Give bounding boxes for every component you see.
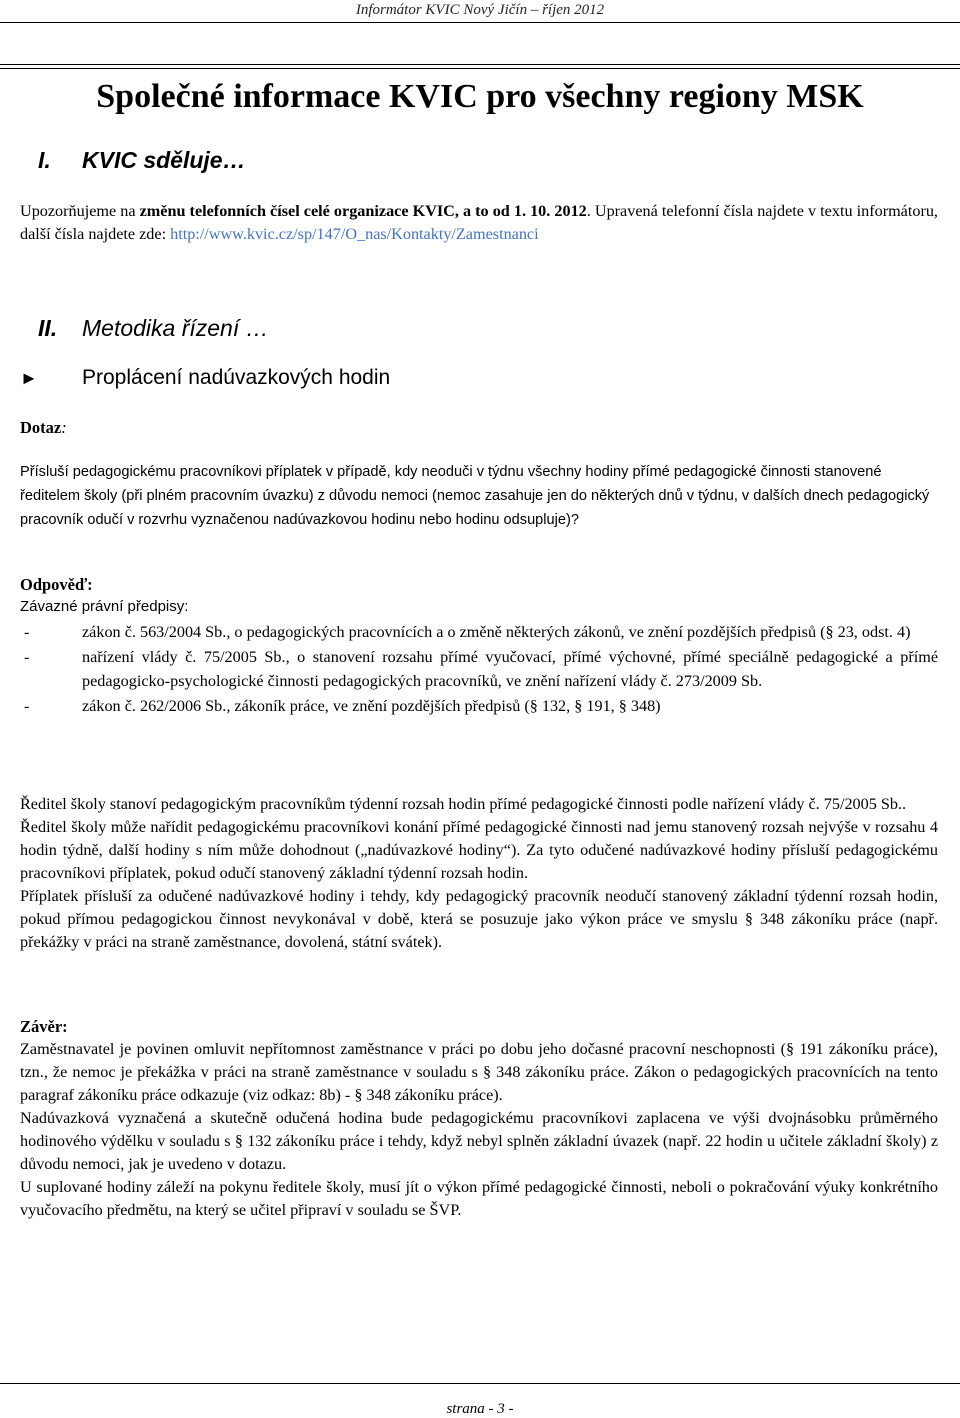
triangle-right-icon: ► [20,368,38,388]
answer-label: Odpověď: [20,575,93,594]
notice-text-end: . Upravená telefonní čísla najdete v textu informátoru, další čísla najdete zde: [20,202,938,243]
conclusion-paragraph: U suplované hodiny záleží na pokynu ředitele školy, musí jít o výkon přímé pedagogické činnosti, neboli o pokračování výuky konkrétního vyučovacího předmětu, na který se učitel připraví v souladu se ŠVP. [20,1178,938,1219]
conclusion-paragraph: Zaměstnavatel je povinen omluvit nepřítomnost zaměstnance v práci po dobu jeho dočasné pracovní neschopnosti (§ 191 zákoníku práce), tzn., že nemoc je překážka v práci na straně zaměstnance v souladu s § 348 zákoníku práce. Zákon o pedagogických pracovnících na tento paragraf zákoníku práce odkazuje (viz odkaz: 8b) - § 348 zákoníku práce). [20,1040,938,1104]
answer-paragraph: Příplatek přísluší za odučené nadúvazkové hodiny i tehdy, kdy pedagogický pracovník neodučí stanovený základní týdenní rozsah hodin, pokud přímou pedagogickou činnost nevykonával v době, která se posuzuje jako výkon práce ve smyslu § 348 zákoníku práce (např. překážky v práci na straně zaměstnance, dovolená, státní svátek). [20,887,938,951]
title-divider-top [0,64,960,65]
answer-body [20,793,938,954]
answer-paragraph: Ředitel školy může nařídit pedagogickému pracovníkovi konání přímé pedagogické činnosti nad jemu stanovený rozsah nejvýše v rozsahu 4 hodin týdně, další hodiny s ním může dohodnout („nadúvazkové hodiny“). Za tyto odučené nadúvazkové hodiny přísluší pedagogickému pracovníkovi příplatek, pokud odučí stanovený základní týdenní rozsah hodin. [20,818,938,882]
page-number: strana - 3 - [446,1401,514,1417]
conclusion-paragraph: Nadúvazková vyznačená a skutečně odučená hodina bude pedagogickému pracovníkovi zaplacena ve výši dvojnásobku průměrného hodinového výdělku v souladu s § 132 zákoníku práce i tehdy, když nebyl splněn základní úvazek (např. 22 hodin u učitele základní školy) z důvodu nemoci, jak je uvedeno v dotazu. [20,1109,938,1173]
section-title: KVIC sděluje… [82,147,246,173]
section-heading-metodika [38,314,269,342]
section-title: Metodika řízení … [82,315,269,341]
subsection-heading [20,365,390,391]
section-number: I. [38,147,51,173]
notice-paragraph [20,200,938,246]
title-divider-bottom [0,68,960,69]
section-heading-kvic [38,146,246,174]
regulations-label: Závazné právní předpisy: [20,598,189,615]
footer-divider [0,1383,960,1384]
question-text: Přísluší pedagogickému pracovníkovi příplatek v případě, kdy neoduči v týdnu všechny hodiny přímé pedagogické činnosti stanovené ředitelem školy (při plném pracovním úvazku) z důvodu nemoci (nemoc zasahuje jen do některých dnů v týdnu, v dalších dnech pedagogický pracovník odučí v rozvrhu vyznačenou nadúvazkovou hodinu nebo hodinu odsupluje)? [20,464,930,528]
conclusion-label: Závěr: [20,1017,68,1036]
subsection-title: Proplácení nadúvazkových hodin [82,366,391,389]
list-item: - zákon č. 563/2004 Sb., o pedagogických pracovnících a o změně některých zákonů, ve znění pozdějších předpisů (§ 23, odst. 4) [24,623,911,641]
conclusion-body [20,1038,938,1222]
answer-paragraph: Ředitel školy stanoví pedagogickým pracovníkům týdenní rozsah hodin přímé pedagogické činnosti podle nařízení vlády č. 75/2005 Sb.. [20,795,907,813]
question-label: Dotaz: [20,418,67,437]
running-header: Informátor KVIC Nový Jičín – říjen 2012 [355,2,605,18]
notice-text-start: Upozorňujeme na [20,202,140,220]
page-title: Společné informace KVIC pro všechny regiony MSK [96,78,864,115]
law-list [20,620,938,718]
notice-text-bold: změnu telefonních čísel celé organizace KVIC, a to od 1. 10. 2012 [139,202,587,220]
list-item: - zákon č. 262/2006 Sb., zákoník práce, ve znění pozdějších předpisů (§ 132, § 191, § 348) [24,696,661,715]
header-divider [0,22,960,23]
section-number: II. [38,315,58,341]
contacts-link[interactable]: http://www.kvic.cz/sp/147/O_nas/Kontakty/Zamestnanci [170,225,539,243]
list-item: - nařízení vlády č. 75/2005 Sb., o stanovení rozsahu přímé vyučovací, přímé výchovné, přímé speciálně pedagogické a přímé pedagogicko-psychologické činnosti pedagogických pracovníků, ve znění nařízení vlády č. 273/2009 Sb. [24,647,938,690]
